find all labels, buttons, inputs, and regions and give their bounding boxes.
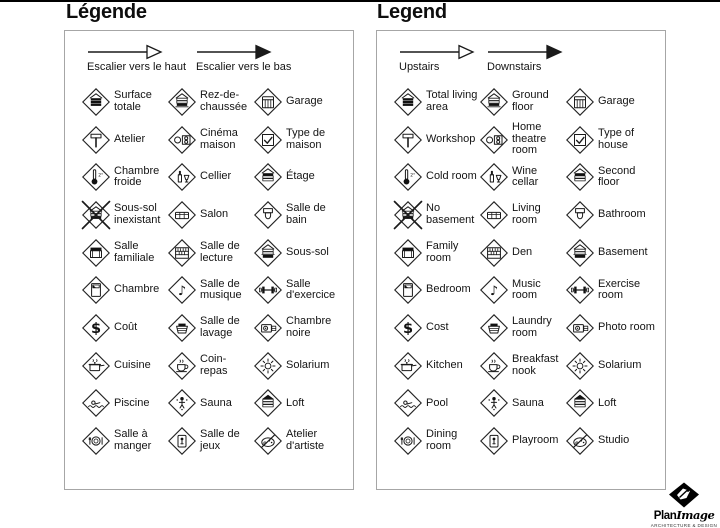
stair-arrow-group xyxy=(399,43,477,74)
stair-arrow-label: Upstairs xyxy=(399,61,440,73)
stair-arrow-group xyxy=(487,43,565,74)
legend-item-label: Living room xyxy=(512,202,541,226)
hammer-icon xyxy=(81,125,111,155)
legend-item xyxy=(479,385,565,423)
legend-item-label: Salle de bain xyxy=(286,202,326,226)
legend-item-label: Cinéma maison xyxy=(200,126,238,151)
planimage-mark-icon xyxy=(668,482,700,509)
legend-item xyxy=(393,158,479,196)
thermometer-icon xyxy=(81,162,111,192)
laundry-icon xyxy=(479,313,509,343)
legend-item xyxy=(81,196,167,234)
floors-ground-icon xyxy=(167,87,197,117)
brand-plan: Plan xyxy=(653,510,677,522)
sun-icon xyxy=(253,351,283,381)
legend-item-label: Salle d'exercice xyxy=(286,277,336,302)
planimage-tagline: ARCHITECTURE & DESIGN xyxy=(650,523,718,528)
legend-items-grid-french xyxy=(81,83,347,460)
legend-item xyxy=(253,309,347,347)
floors-loft-icon xyxy=(565,388,595,418)
no-basement-icon xyxy=(393,200,423,230)
legend-item xyxy=(253,196,347,234)
legend-item xyxy=(81,385,167,423)
planimage-logo xyxy=(652,482,716,528)
sofa-icon xyxy=(167,200,197,230)
palette-icon xyxy=(253,426,283,456)
legend-item-label: Chambre xyxy=(114,283,160,296)
legend-item xyxy=(393,422,479,460)
svg-text:2°: 2° xyxy=(410,173,416,179)
stair-arrow-group xyxy=(196,43,291,74)
legend-item-label: Cuisine xyxy=(114,358,151,371)
projector-icon xyxy=(479,125,509,155)
stair-arrows-french xyxy=(87,43,291,74)
dumbbell-icon xyxy=(565,275,595,305)
legend-item-label: Type de maison xyxy=(286,126,326,151)
legend-item xyxy=(565,347,659,385)
legend-item xyxy=(81,271,167,309)
svg-text:2°: 2° xyxy=(98,173,104,179)
legend-item xyxy=(565,121,659,159)
legend-item xyxy=(253,234,347,272)
legend-item-label: Workshop xyxy=(426,132,476,145)
floors-loft-icon xyxy=(253,388,283,418)
legend-item xyxy=(565,309,659,347)
legend-item-label: Piscine xyxy=(114,396,150,409)
legend-item-label: Type of house xyxy=(598,126,635,151)
legend-item-label: Pool xyxy=(426,396,449,409)
legend-item-label: Bedroom xyxy=(426,283,471,296)
house-check-icon xyxy=(253,125,283,155)
legend-item-label: No basement xyxy=(426,202,475,226)
floors-second-icon xyxy=(565,162,595,192)
arrow-open-icon xyxy=(399,43,477,61)
legend-item xyxy=(565,385,659,423)
legend-item xyxy=(393,83,479,121)
legend-item xyxy=(565,196,659,234)
books-icon xyxy=(479,238,509,268)
legend-item-label: Kitchen xyxy=(426,358,463,371)
plate-icon xyxy=(81,426,111,456)
arrow-filled-icon xyxy=(487,43,565,61)
floors-total-icon xyxy=(393,87,423,117)
wine-icon xyxy=(167,162,197,192)
legend-item-label: Atelier xyxy=(114,132,146,145)
legend-item-label: Solarium xyxy=(598,358,642,371)
legend-item xyxy=(81,422,167,460)
thermometer-icon xyxy=(393,162,423,192)
bed-icon xyxy=(393,275,423,305)
legend-item xyxy=(253,83,347,121)
no-basement-icon xyxy=(81,200,111,230)
legend-item-label: Sauna xyxy=(200,396,232,409)
legend-item xyxy=(167,347,253,385)
legend-items-grid-english xyxy=(393,83,659,460)
legend-panel-english xyxy=(376,30,666,490)
legend-item-label: Sauna xyxy=(512,396,544,409)
armchair-icon xyxy=(81,238,111,268)
legend-item xyxy=(479,83,565,121)
legend-item xyxy=(393,309,479,347)
legend-item-label: Ground floor xyxy=(512,89,549,113)
floors-basement-icon xyxy=(565,238,595,268)
legend-item-label: Salle à manger xyxy=(114,428,152,453)
playroom-figure-icon xyxy=(167,426,197,456)
legend-item-label: Garage xyxy=(598,95,635,108)
hammer-icon xyxy=(393,125,423,155)
legend-item-label: Wine cellar xyxy=(512,164,539,189)
legend-item-label: Sous-sol xyxy=(286,245,329,258)
stair-arrow-label: Downstairs xyxy=(487,61,542,73)
legend-item-label: Music room xyxy=(512,277,541,302)
legend-item-label: Salle de lecture xyxy=(200,240,240,264)
legend-item-label: Photo room xyxy=(598,321,655,334)
legend-item-label: Atelier d'artiste xyxy=(286,428,325,453)
legend-item xyxy=(479,347,565,385)
svg-text:♪: ♪ xyxy=(489,284,499,300)
legend-item-label: Surface totale xyxy=(114,89,152,113)
plate-icon xyxy=(393,426,423,456)
swimmer-icon xyxy=(81,388,111,418)
legend-item xyxy=(81,347,167,385)
legend-item-label: Basement xyxy=(598,245,648,258)
legend-item-label: Sous-sol inexistant xyxy=(114,202,161,226)
svg-text:$: $ xyxy=(402,321,414,338)
legend-item xyxy=(479,271,565,309)
legend-item xyxy=(253,158,347,196)
legend-item xyxy=(393,271,479,309)
legend-item-label: Chambre froide xyxy=(114,164,160,189)
legend-item xyxy=(393,121,479,159)
legend-item xyxy=(81,121,167,159)
legend-item xyxy=(253,121,347,159)
legend-item-label: Cellier xyxy=(200,170,232,183)
legend-item-label: Home theatre room xyxy=(512,121,547,157)
legend-item xyxy=(393,234,479,272)
cup-icon xyxy=(479,351,509,381)
panel-title-english: Legend xyxy=(377,1,447,23)
svg-text:♪: ♪ xyxy=(177,284,187,300)
legend-item xyxy=(565,422,659,460)
legend-item-label: Rez-de-chaussée xyxy=(200,89,248,113)
wine-icon xyxy=(479,162,509,192)
legend-item-label: Étage xyxy=(286,170,315,183)
cup-icon xyxy=(167,351,197,381)
music-note-icon xyxy=(479,275,509,305)
pot-icon xyxy=(81,351,111,381)
legend-item-label: Playroom xyxy=(512,434,559,447)
playroom-figure-icon xyxy=(479,426,509,456)
legend-item xyxy=(81,158,167,196)
sofa-icon xyxy=(479,200,509,230)
house-check-icon xyxy=(565,125,595,155)
legend-item-label: Salle de musique xyxy=(200,277,242,302)
floors-ground-icon xyxy=(479,87,509,117)
sun-icon xyxy=(565,351,595,381)
legend-item-label: Total living area xyxy=(426,89,478,113)
legend-item xyxy=(479,234,565,272)
swimmer-icon xyxy=(393,388,423,418)
legend-item xyxy=(565,234,659,272)
legend-item-label: Salle de lavage xyxy=(200,315,240,339)
camera-icon xyxy=(253,313,283,343)
legend-item xyxy=(253,385,347,423)
legend-item xyxy=(479,158,565,196)
panel-title-french: Légende xyxy=(66,1,147,23)
stair-arrow-group xyxy=(87,43,186,74)
legend-item xyxy=(167,234,253,272)
legend-item-label: Den xyxy=(512,245,533,258)
legend-item-label: Salle de jeux xyxy=(200,428,240,453)
legend-item-label: Cost xyxy=(426,321,449,334)
legend-item xyxy=(253,271,347,309)
toilet-icon xyxy=(565,200,595,230)
legend-item xyxy=(565,158,659,196)
sauna-person-icon xyxy=(167,388,197,418)
legend-item-label: Loft xyxy=(286,396,305,409)
dumbbell-icon xyxy=(253,275,283,305)
legend-item-label: Loft xyxy=(598,396,617,409)
pot-icon xyxy=(393,351,423,381)
stair-arrows-english xyxy=(399,43,565,74)
books-icon xyxy=(167,238,197,268)
bed-icon xyxy=(81,275,111,305)
legend-item-label: Second floor xyxy=(598,164,636,189)
legend-item xyxy=(479,309,565,347)
sauna-person-icon xyxy=(479,388,509,418)
legend-item xyxy=(81,309,167,347)
legend-item xyxy=(167,121,253,159)
legend-item xyxy=(393,196,479,234)
arrow-open-icon xyxy=(87,43,165,61)
legend-item xyxy=(167,422,253,460)
palette-icon xyxy=(565,426,595,456)
svg-text:$: $ xyxy=(90,321,102,338)
legend-item xyxy=(81,83,167,121)
dollar-icon xyxy=(393,313,423,343)
legend-item-label: Solarium xyxy=(286,358,330,371)
legend-item xyxy=(167,309,253,347)
legend-item xyxy=(479,196,565,234)
legend-item-label: Salon xyxy=(200,208,229,221)
legend-item xyxy=(167,271,253,309)
legend-item xyxy=(253,347,347,385)
armchair-icon xyxy=(393,238,423,268)
legend-item xyxy=(565,271,659,309)
legend-item-label: Bathroom xyxy=(598,208,646,221)
legend-item-label: Breakfast nook xyxy=(512,353,559,377)
legend-item-label: Exercise room xyxy=(598,277,641,302)
brand-image: Image xyxy=(676,508,715,522)
dollar-icon xyxy=(81,313,111,343)
legend-item xyxy=(479,422,565,460)
legend-panel-french xyxy=(64,30,354,490)
toilet-icon xyxy=(253,200,283,230)
stair-arrow-label: Escalier vers le haut xyxy=(87,61,187,73)
legend-item-label: Garage xyxy=(286,95,323,108)
floors-total-icon xyxy=(81,87,111,117)
legend-item-label: Chambre noire xyxy=(286,315,332,339)
legend-item xyxy=(565,83,659,121)
legend-item xyxy=(167,196,253,234)
projector-icon xyxy=(167,125,197,155)
legend-item xyxy=(479,121,565,159)
arrow-filled-icon xyxy=(196,43,274,61)
legend-item xyxy=(81,234,167,272)
legend-item xyxy=(167,158,253,196)
legend-item-label: Coin-repas xyxy=(200,353,228,377)
legend-item-label: Family room xyxy=(426,240,459,264)
legend-item-label: Salle familiale xyxy=(114,240,155,264)
garage-icon xyxy=(253,87,283,117)
legend-item-label: Dining room xyxy=(426,428,458,453)
legend-item xyxy=(167,385,253,423)
legend-item xyxy=(253,422,347,460)
legend-item-label: Coût xyxy=(114,321,138,334)
floors-second-icon xyxy=(253,162,283,192)
legend-item-label: Cold room xyxy=(426,170,477,183)
floors-basement-icon xyxy=(253,238,283,268)
stair-arrow-label: Escalier vers le bas xyxy=(196,61,292,73)
planimage-brand xyxy=(654,509,715,522)
legend-item xyxy=(167,83,253,121)
legend-item xyxy=(393,385,479,423)
legend-item-label: Laundry room xyxy=(512,315,552,339)
legend-item xyxy=(393,347,479,385)
legend-item-label: Studio xyxy=(598,434,630,447)
music-note-icon xyxy=(167,275,197,305)
garage-icon xyxy=(565,87,595,117)
laundry-icon xyxy=(167,313,197,343)
camera-icon xyxy=(565,313,595,343)
